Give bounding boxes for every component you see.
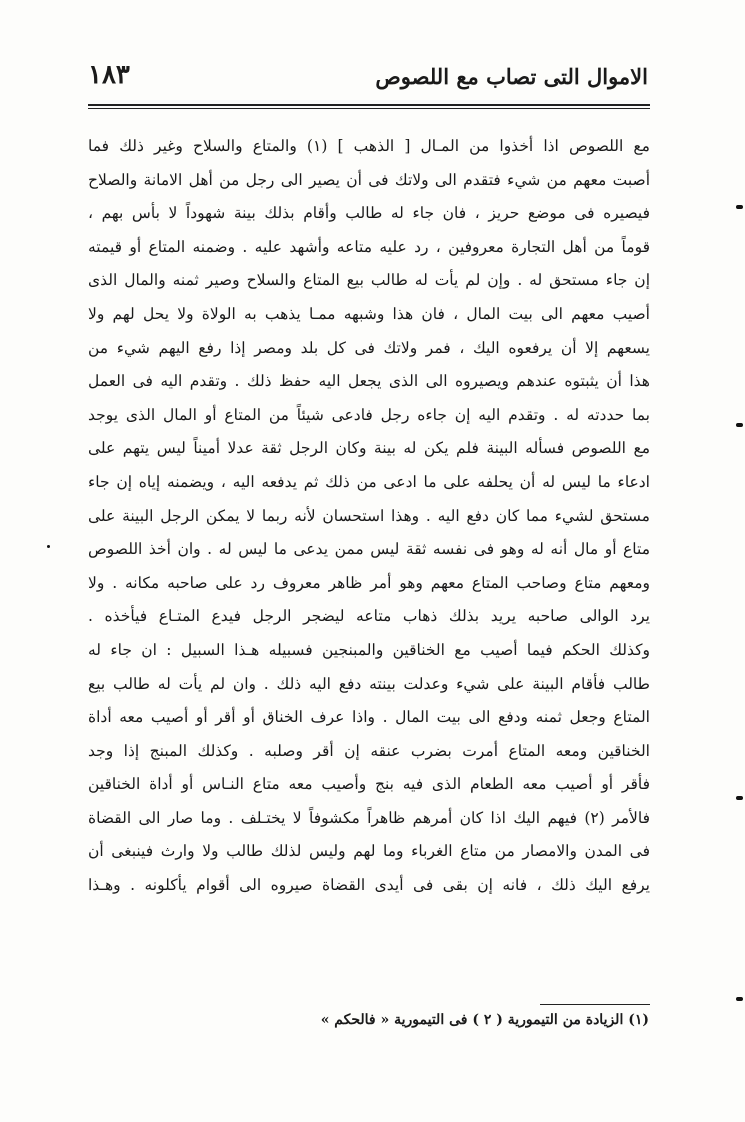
text-line: يرفع اليك ذلك ، فانه إن بقى فى أيدى القضاة صيروه الى أقوام يأكلونه . وهـذا	[88, 876, 650, 895]
text-line: الخناقين ومعه المتاع أمرت بضرب عنقه إن أقر وصلبه . وكذلك المبنج إذا وجد	[88, 741, 650, 760]
text-line: فالأمر (٢) فيهم اليك اذا كان أمرهم ظاهراً مكشوفاً لا يختـلف . وما صار الى القضاة	[88, 808, 650, 827]
text-line: مستحق لشيء مما كان دفع اليه . وهذا استحسان لأنه ربما لا يمكن الرجل البينة على	[88, 506, 650, 525]
text-line: إن جاء مستحق له . وإن لم يأت له طالب بيع المتاع والسلاح وصير ثمنه والمال الذى	[88, 271, 650, 290]
text-line: طالب فأقام البينة على شيء وعدلت بينته دفع اليه ذلك . وان لم يأت له طالب بيع	[88, 674, 650, 693]
text-line: يسعهم إلا أن يرفعوه اليك ، فمر ولاتك فى كل بلد ومصر إذا رفع اليهم شيء من	[88, 338, 650, 357]
text-line: أصبت معهم من شيء فتقدم الى ولاتك فى أن يصير الى رجل من أهل الامانة والصلاح	[88, 170, 650, 189]
text-line: فيصيره فى موضع حريز ، فان جاء له طالب وأقام بذلك بينة شهوداً لا بأس بهم ،	[88, 204, 650, 223]
footnote: (١) الزيادة من التيمورية ( ٢ ) فى التيمورية « فالحكم »	[320, 1012, 649, 1028]
text-line: ومعهم متاع وصاحب المتاع معهم وهو أمر ظاهر معروف رد على صاحبه مكانه . ولا	[88, 573, 650, 592]
running-title: الاموال التى تصاب مع اللصوص	[375, 64, 648, 89]
margin-mark	[736, 205, 743, 209]
margin-mark	[736, 796, 743, 800]
margin-mark	[736, 423, 743, 427]
text-line: وكذلك الحكم فيما أصيب مع الخناقين والمبنجين فسبيله هـذا السبيل : ان جاء له	[88, 640, 650, 659]
text-line: قوماً من أهل التجارة معروفين ، رد عليه متاعه وأشهد عليه . وضمنه المتاع أو قيمته	[88, 237, 650, 256]
page-header	[88, 60, 648, 96]
text-line: بما حددته له . وتقدم اليه إن جاءه رجل فادعى شيئاً من المتاع أو المال الذى يوجد	[88, 405, 650, 424]
text-line: هذا أن يثبتوه عندهم ويصيروه الى الذى يجعل اليه حفظ ذلك . وتقدم اليه فى العمل	[88, 372, 650, 391]
text-line: المتاع وجعل ثمنه ودفع الى بيت المال . واذا عرف الخناق أو أقر أو أصيب معه أداة	[88, 708, 650, 727]
text-line: متاع أو مال أنه له وهو فى نفسه ثقة ليس ممن يدعى ما ليس له . وان أخذ اللصوص	[88, 540, 650, 559]
text-line: مع اللصوص اذا أخذوا من المـال [ الذهب ] (١) والمتاع والسلاح وغير ذلك فما	[88, 137, 650, 155]
body-text	[88, 130, 650, 903]
text-line: مع اللصوص فسأله البينة فلم يكن له بينة وكان الرجل ثقة عدلا أميناً ليس يتهم على	[88, 439, 650, 458]
text-line: فى المدن والامصار من متاع الغرباء وما لهم وليس لذلك طالب ولا وارث فينبغى أن	[88, 842, 650, 861]
footnote-rule	[540, 1004, 650, 1005]
header-rule-thick	[88, 104, 650, 106]
margin-mark	[736, 997, 743, 1001]
text-line: ادعاء ما ليس له أن يحلفه على ما ادعى من ذلك ثم يدفعه اليه ، ويضمنه إياه إن جاء	[88, 472, 650, 491]
text-line: يرد الوالى صاحبه يريد بذلك ذهاب متاعه ليضجر الرجل فيدع المتـاع فيأخذه .	[88, 607, 650, 626]
margin-dot	[47, 545, 50, 548]
text-line: فأقر أو أصيب معه الطعام الذى فيه بنج وأصيب معه متاع النـاس أو أداة الخناقين	[88, 775, 650, 794]
text-line: أصيب معهم الى بيت المال ، فان هذا وشبهه ممـا يذهب به الولاة ولا يحل لهم ولا	[88, 304, 650, 323]
page-number: ١٨٣	[88, 60, 130, 90]
header-rule-thin	[88, 108, 650, 109]
